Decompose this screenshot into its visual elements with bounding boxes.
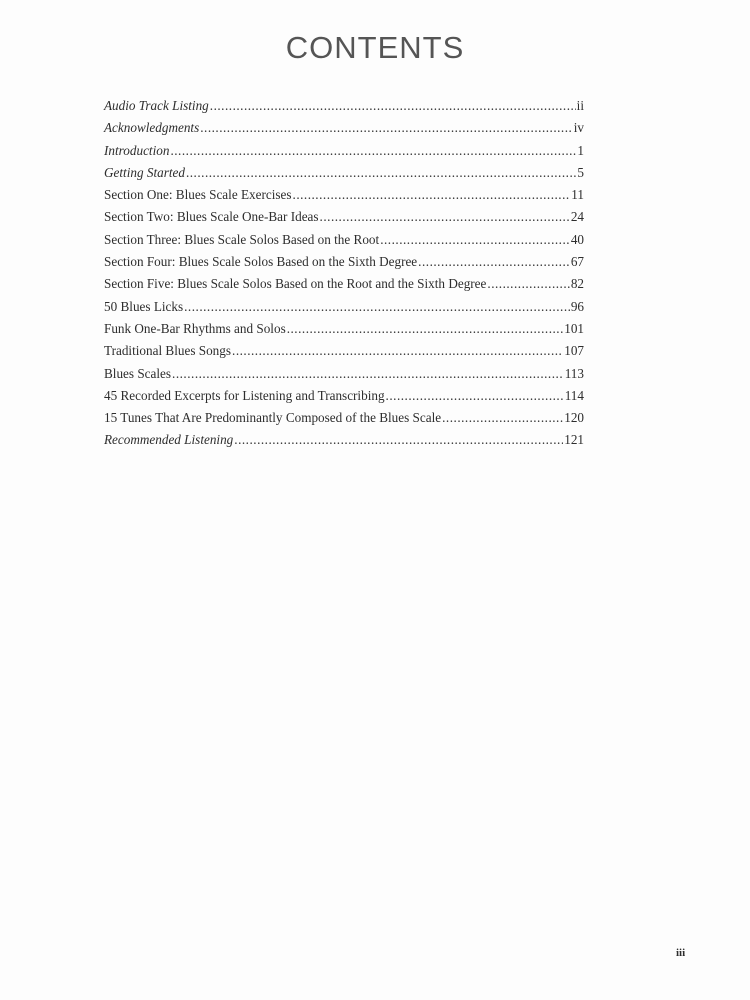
- toc-entry: [104, 276, 584, 298]
- toc-dot-leader: [418, 254, 570, 270]
- toc-entry-title: 50 Blues Licks: [104, 298, 184, 314]
- toc-entry-page-number: 82: [570, 276, 584, 292]
- toc-dot-leader: [172, 366, 564, 382]
- toc-entry-title: 45 Recorded Excerpts for Listening and Transcribing: [104, 387, 385, 403]
- toc-entry-title: Recommended Listening: [104, 432, 234, 448]
- toc-entry: [104, 321, 584, 343]
- toc-entry-page-number: 96: [570, 298, 584, 314]
- toc-entry-title: Introduction: [104, 142, 170, 158]
- toc-dot-leader: [293, 187, 571, 203]
- toc-entry-title: Blues Scales: [104, 365, 172, 381]
- toc-entry: [104, 143, 584, 165]
- toc-entry-title: Section Two: Blues Scale One-Bar Ideas: [104, 209, 319, 225]
- toc-entry-page-number: 5: [577, 164, 584, 180]
- toc-entry: [104, 254, 584, 276]
- toc-entry-page-number: 67: [570, 254, 584, 270]
- toc-entry-title: Funk One-Bar Rhythms and Solos: [104, 320, 286, 336]
- toc-entry: [104, 343, 584, 365]
- page-title: CONTENTS: [285, 30, 465, 65]
- toc-entry-page-number: 40: [570, 231, 584, 247]
- toc-dot-leader: [287, 321, 564, 337]
- toc-dot-leader: [184, 299, 570, 315]
- toc-entry: [104, 299, 584, 321]
- toc-entry-title: Traditional Blues Songs: [104, 343, 232, 359]
- toc-entry-page-number: 120: [564, 410, 584, 426]
- toc-entry: [104, 388, 584, 410]
- toc-dot-leader: [170, 143, 576, 159]
- toc-entry-title: Section Five: Blues Scale Solos Based on the Root and the Sixth Degree: [104, 276, 487, 292]
- toc-dot-leader: [442, 410, 563, 426]
- toc-entry: [104, 366, 584, 388]
- toc-dot-leader: [386, 388, 564, 404]
- toc-entry-title: Acknowledgments: [104, 120, 200, 136]
- toc-entry: [104, 432, 584, 454]
- toc-entry: [104, 165, 584, 187]
- toc-entry-page-number: 11: [571, 187, 584, 203]
- page-number: iii: [676, 947, 686, 959]
- toc-entry-page-number: 114: [564, 387, 584, 403]
- toc-entry-page-number: 113: [564, 365, 584, 381]
- toc-entry: [104, 98, 584, 120]
- toc-entry: [104, 410, 584, 432]
- toc-entry-page-number: 101: [564, 320, 584, 336]
- toc-entry-page-number: 107: [564, 343, 584, 359]
- toc-dot-leader: [380, 232, 570, 248]
- toc-dot-leader: [234, 432, 563, 448]
- toc-dot-leader: [232, 343, 563, 359]
- toc-entry-title: Section Three: Blues Scale Solos Based on the Root: [104, 231, 380, 247]
- toc-entry-page-number: iv: [573, 120, 584, 136]
- toc-entry-title: Getting Started: [104, 164, 185, 180]
- toc-dot-leader: [186, 165, 576, 181]
- toc-entry-title: Section Four: Blues Scale Solos Based on the Sixth Degree: [104, 254, 418, 270]
- toc-entry: [104, 209, 584, 231]
- toc-dot-leader: [210, 98, 576, 114]
- toc-dot-leader: [200, 120, 573, 136]
- toc-entry: [104, 232, 584, 254]
- toc-entry: [104, 120, 584, 142]
- toc-entry-page-number: ii: [576, 98, 584, 113]
- toc-dot-leader: [487, 276, 569, 292]
- toc-entry-page-number: 121: [564, 432, 584, 448]
- toc-entry-page-number: 24: [570, 209, 584, 225]
- toc-entry-title: 15 Tunes That Are Predominantly Composed of the Blues Scale: [104, 410, 442, 426]
- toc-entry: [104, 187, 584, 209]
- table-of-contents: [104, 98, 584, 455]
- toc-entry-title: Section One: Blues Scale Exercises: [104, 187, 292, 203]
- toc-entry-page-number: 1: [577, 142, 584, 158]
- toc-entry-title: Audio Track Listing: [104, 98, 209, 113]
- toc-dot-leader: [320, 209, 570, 225]
